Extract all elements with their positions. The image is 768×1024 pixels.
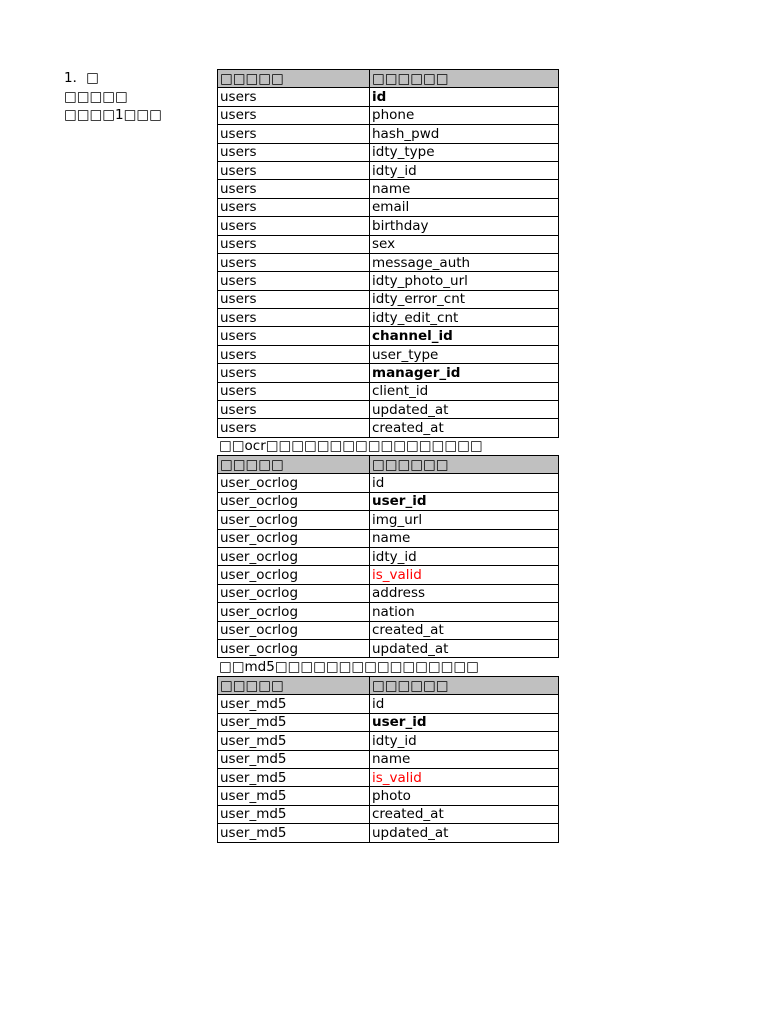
- table-name-cell: users: [218, 345, 370, 363]
- field-name-cell: id: [370, 88, 559, 106]
- table-name-cell: user_md5: [218, 713, 370, 731]
- table-header-row: [218, 677, 559, 695]
- field-name-cell: img_url: [370, 511, 559, 529]
- field-name-cell: email: [370, 198, 559, 216]
- table-name-cell: users: [218, 401, 370, 419]
- table-name-cell: user_ocrlog: [218, 603, 370, 621]
- schema-table: [217, 676, 559, 843]
- header-field-name: □□□□□□: [370, 456, 559, 474]
- table-row: [218, 125, 559, 143]
- field-name-cell: idty_id: [370, 161, 559, 179]
- table-name-cell: user_ocrlog: [218, 547, 370, 565]
- table-row: [218, 88, 559, 106]
- field-name-cell: idty_error_cnt: [370, 290, 559, 308]
- side-note: 1．□: [64, 70, 99, 86]
- table-name-cell: users: [218, 364, 370, 382]
- table-name-cell: users: [218, 143, 370, 161]
- field-name-cell: sex: [370, 235, 559, 253]
- table-row: [218, 161, 559, 179]
- table-row: [218, 824, 559, 842]
- table-row: [218, 750, 559, 768]
- table-row: [218, 364, 559, 382]
- table-row: [218, 805, 559, 823]
- table-name-cell: users: [218, 235, 370, 253]
- field-name-cell: user_type: [370, 345, 559, 363]
- header-table-name: □□□□□: [218, 70, 370, 88]
- table-caption: □□ocr□□□□□□□□□□□□□□□□□: [219, 438, 483, 454]
- field-name-cell: client_id: [370, 382, 559, 400]
- table-row: [218, 529, 559, 547]
- table-row: [218, 309, 559, 327]
- table-row: [218, 713, 559, 731]
- table-row: [218, 401, 559, 419]
- table-name-cell: users: [218, 253, 370, 271]
- field-name-cell: manager_id: [370, 364, 559, 382]
- table-name-cell: user_md5: [218, 824, 370, 842]
- table-row: [218, 787, 559, 805]
- table-name-cell: user_ocrlog: [218, 621, 370, 639]
- field-name-cell: created_at: [370, 805, 559, 823]
- field-name-cell: id: [370, 695, 559, 713]
- field-name-cell: message_auth: [370, 253, 559, 271]
- table-row: [218, 474, 559, 492]
- field-name-cell: user_id: [370, 492, 559, 510]
- field-name-cell: channel_id: [370, 327, 559, 345]
- table-row: [218, 584, 559, 602]
- table-name-cell: users: [218, 217, 370, 235]
- table-name-cell: user_md5: [218, 695, 370, 713]
- field-name-cell: created_at: [370, 621, 559, 639]
- table-name-cell: user_md5: [218, 750, 370, 768]
- schema-table: [217, 69, 559, 438]
- table-row: [218, 106, 559, 124]
- table-row: [218, 566, 559, 584]
- table-name-cell: user_ocrlog: [218, 566, 370, 584]
- field-name-cell: nation: [370, 603, 559, 621]
- table-name-cell: users: [218, 180, 370, 198]
- field-name-cell: updated_at: [370, 639, 559, 657]
- table-name-cell: user_ocrlog: [218, 474, 370, 492]
- field-name-cell: id: [370, 474, 559, 492]
- table-name-cell: user_md5: [218, 768, 370, 786]
- table-name-cell: users: [218, 309, 370, 327]
- field-name-cell: user_id: [370, 713, 559, 731]
- table-header-row: [218, 70, 559, 88]
- side-notes: [64, 69, 162, 125]
- header-table-name: □□□□□: [218, 677, 370, 695]
- table-row: [218, 290, 559, 308]
- field-name-cell: name: [370, 180, 559, 198]
- users-table-block: [217, 69, 559, 438]
- table-row: [218, 327, 559, 345]
- field-name-cell: birthday: [370, 217, 559, 235]
- field-name-cell: idty_id: [370, 732, 559, 750]
- schema-table: [217, 455, 559, 658]
- table-row: [218, 639, 559, 657]
- table-row: [218, 345, 559, 363]
- table-row: [218, 419, 559, 437]
- table-name-cell: users: [218, 382, 370, 400]
- field-name-cell: photo: [370, 787, 559, 805]
- table-name-cell: user_ocrlog: [218, 584, 370, 602]
- field-name-cell: idty_type: [370, 143, 559, 161]
- header-field-name: □□□□□□: [370, 70, 559, 88]
- table-row: [218, 621, 559, 639]
- table-name-cell: users: [218, 106, 370, 124]
- field-name-cell: idty_photo_url: [370, 272, 559, 290]
- table-row: [218, 492, 559, 510]
- table-name-cell: user_ocrlog: [218, 529, 370, 547]
- table-row: [218, 603, 559, 621]
- field-name-cell: name: [370, 529, 559, 547]
- md5-table-block: [217, 658, 559, 843]
- table-row: [218, 547, 559, 565]
- table-name-cell: users: [218, 198, 370, 216]
- table-row: [218, 732, 559, 750]
- table-name-cell: users: [218, 125, 370, 143]
- table-caption: □□md5□□□□□□□□□□□□□□□□: [219, 659, 479, 675]
- field-name-cell: updated_at: [370, 824, 559, 842]
- table-name-cell: user_ocrlog: [218, 511, 370, 529]
- table-name-cell: user_ocrlog: [218, 492, 370, 510]
- header-table-name: □□□□□: [218, 456, 370, 474]
- field-name-cell: idty_id: [370, 547, 559, 565]
- side-note: □□□□1□□□: [64, 107, 162, 123]
- field-name-cell: updated_at: [370, 401, 559, 419]
- field-name-cell: is_valid: [370, 768, 559, 786]
- table-name-cell: users: [218, 419, 370, 437]
- table-name-cell: users: [218, 272, 370, 290]
- table-row: [218, 143, 559, 161]
- table-row: [218, 695, 559, 713]
- ocrlog-table-block: [217, 437, 559, 658]
- table-row: [218, 511, 559, 529]
- table-row: [218, 217, 559, 235]
- table-row: [218, 253, 559, 271]
- table-row: [218, 235, 559, 253]
- field-name-cell: created_at: [370, 419, 559, 437]
- field-name-cell: phone: [370, 106, 559, 124]
- table-row: [218, 768, 559, 786]
- table-row: [218, 198, 559, 216]
- table-row: [218, 382, 559, 400]
- table-name-cell: user_md5: [218, 805, 370, 823]
- table-name-cell: users: [218, 290, 370, 308]
- table-name-cell: user_ocrlog: [218, 639, 370, 657]
- side-note: □□□□□: [64, 88, 128, 105]
- table-name-cell: users: [218, 161, 370, 179]
- table-name-cell: users: [218, 327, 370, 345]
- table-name-cell: user_md5: [218, 732, 370, 750]
- table-row: [218, 180, 559, 198]
- field-name-cell: address: [370, 584, 559, 602]
- field-name-cell: is_valid: [370, 566, 559, 584]
- field-name-cell: idty_edit_cnt: [370, 309, 559, 327]
- field-name-cell: name: [370, 750, 559, 768]
- header-field-name: □□□□□□: [370, 677, 559, 695]
- table-row: [218, 272, 559, 290]
- table-name-cell: user_md5: [218, 787, 370, 805]
- field-name-cell: hash_pwd: [370, 125, 559, 143]
- table-name-cell: users: [218, 88, 370, 106]
- table-header-row: [218, 456, 559, 474]
